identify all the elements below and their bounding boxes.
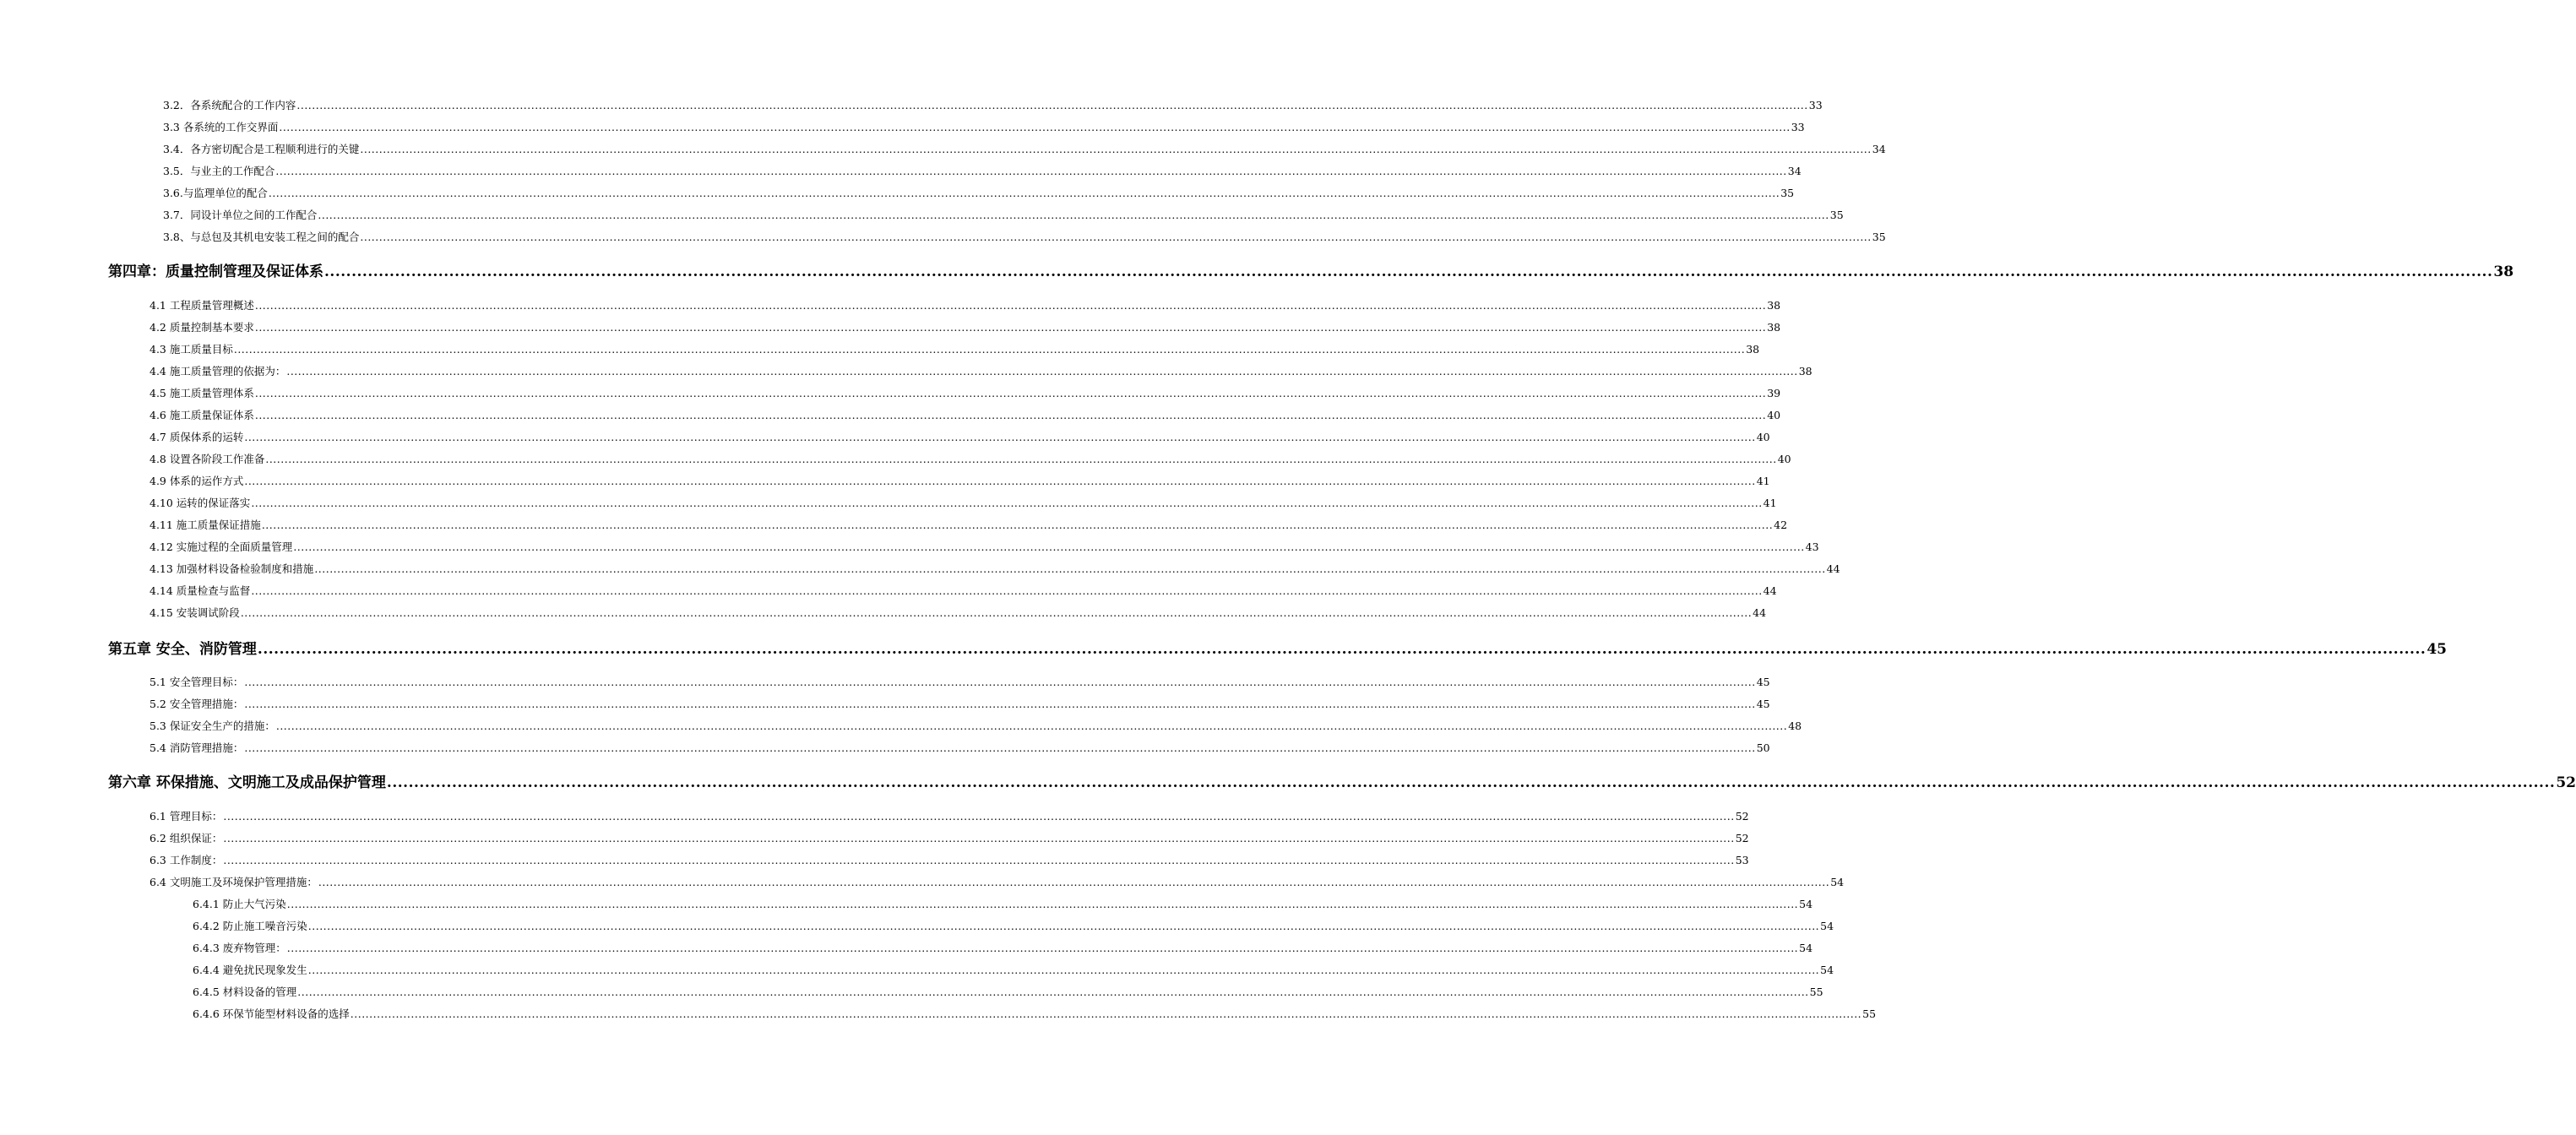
toc-entry-title: 3.6.与监理单位的配合 [163,187,268,199]
toc-entry-title: 6.4 文明施工及环境保护管理措施： [149,876,318,888]
toc-entry[interactable] [149,605,1767,620]
toc-entry-title: 5.3 保证安全生产的措施： [149,720,275,732]
dot-leader: ................................................................................................................................................................................................................................................................................................................................................................................................................ [244,698,1756,710]
toc-entry[interactable] [149,451,1791,466]
toc-entry-title: 3.3 各系统的工作交界面 [163,121,279,133]
toc-entry[interactable] [193,984,1823,999]
toc-page-number: 54 [1820,920,1834,932]
toc-entry[interactable] [149,561,1840,576]
dot-leader: ................................................................................................................................................................................................................................................................................................................................................................................................................ [286,942,1799,954]
dot-leader: ................................................................................................................................................................................................................................................................................................................................................................................................................ [257,641,2427,658]
dot-leader: ................................................................................................................................................................................................................................................................................................................................................................................................................ [296,99,1808,111]
toc-page-number: 33 [1808,99,1823,111]
toc-entry[interactable] [149,407,1781,422]
toc-entry-title: 3.5．与业主的工作配合 [163,165,275,177]
toc-entry-title: 4.12 实施过程的全面质量管理 [149,540,293,553]
toc-page-number: 54 [1820,964,1834,976]
dot-leader: ................................................................................................................................................................................................................................................................................................................................................................................................................ [251,497,1763,509]
toc-entry-title: 3.4．各方密切配合是工程顺利进行的关键 [163,143,360,155]
toc-page-number: 41 [1763,497,1777,509]
toc-page-number: 34 [1872,143,1886,155]
toc-entry-title: 4.15 安装调试阶段 [149,606,240,619]
toc-entry-title: 4.9 体系的运作方式 [149,475,244,487]
toc-page-number: 55 [1809,986,1823,998]
dot-leader: ................................................................................................................................................................................................................................................................................................................................................................................................................ [360,231,1872,243]
toc-entry-title: 4.14 质量检查与监督 [149,584,251,597]
toc-chapter-entry[interactable] [108,770,2576,792]
toc-page-number: 52 [2556,774,2576,791]
toc-page-number: 44 [1763,584,1777,597]
dot-leader: ................................................................................................................................................................................................................................................................................................................................................................................................................ [244,475,1756,487]
dot-leader: ................................................................................................................................................................................................................................................................................................................................................................................................................ [254,299,1767,312]
toc-entry[interactable] [163,141,1886,156]
toc-entry[interactable] [163,119,1805,134]
toc-entry[interactable] [149,674,1770,689]
toc-entry-title: 4.8 设置各阶段工作准备 [149,453,265,465]
dot-leader: ................................................................................................................................................................................................................................................................................................................................................................................................................ [318,876,1830,888]
toc-entry-title: 6.4.2 防止施工噪音污染 [193,920,307,932]
dot-leader: ................................................................................................................................................................................................................................................................................................................................................................................................................ [268,187,1780,199]
dot-leader: ................................................................................................................................................................................................................................................................................................................................................................................................................ [318,209,1829,221]
dot-leader: ................................................................................................................................................................................................................................................................................................................................................................................................................ [314,562,1826,575]
toc-page-number: 35 [1780,187,1795,199]
dot-leader: ................................................................................................................................................................................................................................................................................................................................................................................................................ [286,365,1798,377]
toc-entry-title: 5.4 消防管理措施： [149,741,244,754]
toc-page-number: 38 [1767,299,1781,312]
toc-page-number: 40 [1777,453,1791,465]
toc-page-number: 42 [1774,519,1788,531]
dot-leader: ................................................................................................................................................................................................................................................................................................................................................................................................................ [275,165,1787,177]
toc-entry[interactable] [149,808,1749,823]
toc-entry[interactable] [193,896,1813,911]
dot-leader: ................................................................................................................................................................................................................................................................................................................................................................................................................ [244,676,1756,688]
toc-entry-title: 3.2．各系统配合的工作内容 [163,99,296,111]
toc-page-number: 34 [1787,165,1802,177]
toc-page-number: 44 [1826,562,1840,575]
toc-page-number: 40 [1756,431,1770,443]
toc-page-number: 38 [1746,343,1760,356]
toc-page-number: 54 [1799,898,1813,910]
toc-entry-title: 4.11 施工质量保证措施 [149,519,261,531]
toc-page-number: 45 [1756,676,1770,688]
toc-page-number: 39 [1767,387,1781,399]
toc-entry-title: 6.4.1 防止大气污染 [193,898,286,910]
toc-entry[interactable] [163,185,1795,200]
dot-leader: ................................................................................................................................................................................................................................................................................................................................................................................................................ [297,986,1809,998]
dot-leader: ................................................................................................................................................................................................................................................................................................................................................................................................................ [223,810,1735,823]
toc-entry-title: 4.2 质量控制基本要求 [149,321,254,334]
toc-entry[interactable] [163,163,1802,178]
toc-entry-title: 6.3 工作制度： [149,854,223,866]
toc-entry-title: 4.7 质保体系的运转 [149,431,244,443]
toc-entry-title: 3.8、与总包及其机电安装工程之间的配合 [163,231,360,243]
dot-leader: ................................................................................................................................................................................................................................................................................................................................................................................................................ [350,1007,1862,1020]
toc-entry-title: 6.4.3 废弃物管理： [193,942,286,954]
toc-page-number: 53 [1735,854,1749,866]
toc-entry[interactable] [149,495,1777,510]
toc-entry[interactable] [149,539,1819,554]
dot-leader: ................................................................................................................................................................................................................................................................................................................................................................................................................ [275,720,1788,732]
toc-page-number: 41 [1756,475,1770,487]
toc-page-number: 54 [1799,942,1813,954]
toc-entry-title: 第四章：质量控制管理及保证体系 [108,263,323,280]
toc-entry-title: 4.3 施工质量目标 [149,343,233,356]
toc-page-number: 35 [1829,209,1844,221]
toc-page-number: 54 [1830,876,1845,888]
dot-leader: ................................................................................................................................................................................................................................................................................................................................................................................................................ [254,409,1767,421]
toc-entry[interactable] [193,1006,1877,1021]
toc-entry[interactable] [149,718,1802,733]
dot-leader: ................................................................................................................................................................................................................................................................................................................................................................................................................ [261,519,1774,531]
dot-leader: ................................................................................................................................................................................................................................................................................................................................................................................................................ [251,584,1763,597]
toc-page-number: 52 [1735,810,1749,823]
toc-entry-title: 5.1 安全管理目标： [149,676,244,688]
toc-entry-title: 4.6 施工质量保证体系 [149,409,254,421]
dot-leader: ................................................................................................................................................................................................................................................................................................................................................................................................................ [286,898,1799,910]
toc-entry[interactable] [163,97,1823,112]
toc-entry-title: 6.4.4 避免扰民现象发生 [193,964,307,976]
toc-entry[interactable] [193,918,1834,933]
toc-entry[interactable] [149,473,1770,488]
toc-entry[interactable] [149,696,1770,711]
dot-leader: ................................................................................................................................................................................................................................................................................................................................................................................................................ [244,431,1756,443]
toc-entry[interactable] [149,363,1812,378]
dot-leader: ................................................................................................................................................................................................................................................................................................................................................................................................................ [254,321,1767,334]
toc-entry-title: 4.13 加强材料设备检验制度和措施 [149,562,314,575]
toc-entry[interactable] [149,874,1845,889]
toc-entry[interactable] [193,940,1813,955]
dot-leader: ................................................................................................................................................................................................................................................................................................................................................................................................................ [360,143,1872,155]
toc-page-number: 33 [1791,121,1805,133]
dot-leader: ................................................................................................................................................................................................................................................................................................................................................................................................................ [254,387,1767,399]
toc-entry-title: 6.4.5 材料设备的管理 [193,986,297,998]
dot-leader: ................................................................................................................................................................................................................................................................................................................................................................................................................ [307,920,1820,932]
toc-entry[interactable] [163,207,1844,222]
toc-page-number: 55 [1862,1007,1877,1020]
toc-entry[interactable] [163,229,1886,244]
toc-entry-title: 4.5 施工质量管理体系 [149,387,254,399]
dot-leader: ................................................................................................................................................................................................................................................................................................................................................................................................................ [279,121,1791,133]
toc-entry-title: 6.1 管理目标： [149,810,223,823]
toc-entry[interactable] [149,517,1788,532]
dot-leader: ................................................................................................................................................................................................................................................................................................................................................................................................................ [233,343,1746,356]
toc-entry-title: 5.2 安全管理措施： [149,698,244,710]
toc-page-number: 35 [1872,231,1886,243]
dot-leader: ................................................................................................................................................................................................................................................................................................................................................................................................................ [386,774,2556,791]
toc-page-number: 38 [1798,365,1812,377]
toc-page-number: 38 [2493,263,2514,280]
dot-leader: ................................................................................................................................................................................................................................................................................................................................................................................................................ [223,832,1735,844]
toc-page-number: 38 [1767,321,1781,334]
dot-leader: ................................................................................................................................................................................................................................................................................................................................................................................................................ [293,540,1805,553]
dot-leader: ................................................................................................................................................................................................................................................................................................................................................................................................................ [324,263,2493,280]
toc-entry[interactable] [149,830,1749,845]
toc-entry[interactable] [149,852,1749,867]
toc-entry-title: 第六章 环保措施、文明施工及成品保护管理 [108,774,386,791]
toc-page-number: 43 [1805,540,1819,553]
toc-page-number: 50 [1756,741,1770,754]
toc-page-number: 52 [1735,832,1749,844]
dot-leader: ................................................................................................................................................................................................................................................................................................................................................................................................................ [244,741,1756,754]
toc-page-number: 45 [1756,698,1770,710]
toc-page-number: 40 [1767,409,1781,421]
toc-entry[interactable] [149,297,1781,312]
toc-entry-title: 6.2 组织保证： [149,832,223,844]
dot-leader: ................................................................................................................................................................................................................................................................................................................................................................................................................ [307,964,1820,976]
toc-chapter-entry[interactable] [108,259,2514,281]
dot-leader: ................................................................................................................................................................................................................................................................................................................................................................................................................ [223,854,1735,866]
toc-entry[interactable] [149,385,1781,400]
toc-page-number: 44 [1753,606,1767,619]
dot-leader: ................................................................................................................................................................................................................................................................................................................................................................................................................ [265,453,1777,465]
toc-entry[interactable] [149,319,1781,334]
toc-entry[interactable] [149,341,1760,356]
toc-page-number: 45 [2427,641,2447,658]
dot-leader: ................................................................................................................................................................................................................................................................................................................................................................................................................ [240,606,1753,619]
toc-entry-title: 4.1 工程质量管理概述 [149,299,254,312]
toc-entry[interactable] [149,429,1770,444]
toc-entry-title: 第五章 安全、消防管理 [108,641,257,658]
toc-entry[interactable] [193,962,1834,977]
toc-entry-title: 4.4 施工质量管理的依据为： [149,365,286,377]
toc-chapter-entry[interactable] [108,637,2447,659]
toc-entry[interactable] [149,740,1770,755]
toc-entry[interactable] [149,583,1777,598]
toc-entry-title: 3.7．同设计单位之间的工作配合 [163,209,318,221]
toc-page-number: 48 [1788,720,1802,732]
toc-entry-title: 6.4.6 环保节能型材料设备的选择 [193,1007,350,1020]
toc-entry-title: 4.10 运转的保证落实 [149,497,251,509]
